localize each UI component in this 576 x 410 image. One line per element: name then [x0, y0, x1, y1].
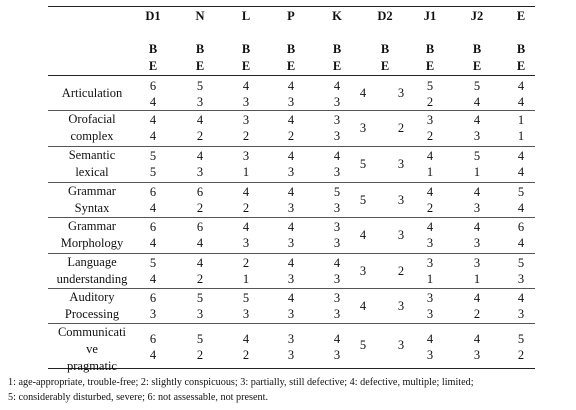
table-cell-d2: 4 [359, 86, 367, 100]
table-cell-e: 4 [149, 272, 157, 286]
row-label-line: Processing [64, 307, 120, 321]
table-cell-e: 3 [333, 201, 341, 215]
table-cell-d2: 2 [397, 121, 405, 135]
table-cell-e: 2 [426, 129, 434, 143]
subheader-b-d1: B [148, 42, 158, 56]
table-cell-b: 5 [517, 256, 525, 270]
table-cell-e: 3 [333, 95, 341, 109]
subheader-b-k: B [332, 42, 342, 56]
table-cell-e: 3 [426, 348, 434, 362]
column-header-l: L [241, 9, 251, 23]
table-cell-e: 4 [149, 236, 157, 250]
subheader-e-j1: E [425, 59, 435, 73]
table-cell-b: 3 [426, 113, 434, 127]
table-cell-e: 3 [517, 272, 525, 286]
table-cell-b: 5 [517, 185, 525, 199]
subheader-e-d1: E [148, 59, 158, 73]
table-cell-e: 4 [149, 129, 157, 143]
row-label-line: Semantic [68, 148, 116, 162]
table-cell-e: 3 [473, 236, 481, 250]
table-cell-e: 3 [287, 348, 295, 362]
table-cell-b: 5 [196, 332, 204, 346]
table-cell-e: 3 [287, 236, 295, 250]
table-cell-b: 4 [242, 185, 250, 199]
table-cell-b: 3 [426, 256, 434, 270]
subheader-b-j1: B [425, 42, 435, 56]
table-cell-b: 3 [242, 149, 250, 163]
table-cell-b: 4 [426, 220, 434, 234]
table-cell-b: 4 [333, 332, 341, 346]
table-cell-e: 4 [149, 348, 157, 362]
subheader-b-l: B [241, 42, 251, 56]
table-cell-e: 3 [517, 307, 525, 321]
row-label-line: Auditory [69, 290, 115, 304]
table-cell-e: 1 [517, 129, 525, 143]
footnote-line-2: 5: considerably disturbed, severe; 6: not assessable, not present. [8, 392, 269, 403]
table-cell-b: 4 [287, 79, 295, 93]
table-cell-b: 4 [473, 220, 481, 234]
table-cell-e: 3 [333, 236, 341, 250]
table-cell-e: 3 [426, 236, 434, 250]
table-cell-e: 2 [242, 201, 250, 215]
column-header-j1: J1 [423, 9, 437, 23]
table-cell-e: 2 [196, 348, 204, 362]
table-cell-b: 4 [517, 149, 525, 163]
table-cell-b: 1 [517, 113, 525, 127]
table-cell-b: 5 [333, 185, 341, 199]
row-label-line: complex [70, 129, 114, 143]
row-label-line: Grammar [68, 184, 116, 198]
table-cell-b: 4 [426, 185, 434, 199]
subheader-b-n: B [195, 42, 205, 56]
table-cell-e: 2 [242, 129, 250, 143]
table-cell-b: 4 [473, 332, 481, 346]
table-cell-b: 5 [473, 149, 481, 163]
table-cell-b: 4 [196, 113, 204, 127]
table-cell-e: 3 [473, 201, 481, 215]
table-cell-e: 2 [426, 201, 434, 215]
table-cell-e: 3 [333, 307, 341, 321]
table-cell-d2: 3 [397, 157, 405, 171]
column-header-d2: D2 [377, 9, 393, 23]
table-cell-e: 3 [473, 348, 481, 362]
table-cell-e: 4 [149, 95, 157, 109]
table-cell-b: 5 [149, 149, 157, 163]
table-cell-e: 3 [196, 307, 204, 321]
table-cell-e: 3 [287, 272, 295, 286]
table-cell-d2: 5 [359, 338, 367, 352]
subheader-e-p: E [286, 59, 296, 73]
subheader-e-k: E [332, 59, 342, 73]
table-cell-e: 3 [287, 95, 295, 109]
table-cell-b: 3 [287, 332, 295, 346]
column-header-p: P [287, 9, 295, 23]
table-cell-b: 4 [196, 256, 204, 270]
table-cell-b: 4 [287, 220, 295, 234]
row-label-line: pragmatic [67, 359, 117, 373]
table-cell-e: 4 [517, 95, 525, 109]
table-cell-e: 4 [196, 236, 204, 250]
table-cell-d2: 3 [397, 86, 405, 100]
table-cell-e: 4 [149, 201, 157, 215]
table-cell-b: 4 [242, 79, 250, 93]
table-header-rule [48, 75, 535, 76]
table-cell-e: 2 [196, 201, 204, 215]
table-cell-d2: 4 [359, 298, 367, 313]
table-cell-b: 6 [149, 79, 157, 93]
table-cell-e: 3 [242, 307, 250, 321]
table-cell-d2: 5 [359, 192, 367, 207]
table-cell-b: 4 [242, 220, 250, 234]
table-cell-b: 4 [517, 79, 525, 93]
table-cell-e: 1 [473, 272, 481, 286]
table-cell-b: 5 [242, 291, 250, 305]
subheader-e-d2: E [380, 59, 390, 73]
table-cell-e: 3 [287, 165, 295, 179]
subheader-b-p: B [286, 42, 296, 56]
table-cell-e: 3 [333, 348, 341, 362]
table-cell-e: 1 [426, 165, 434, 179]
table-cell-b: 4 [333, 256, 341, 270]
table-cell-e: 3 [242, 95, 250, 109]
row-label-line: understanding [56, 272, 128, 286]
table-cell-e: 3 [333, 165, 341, 179]
table-cell-e: 3 [242, 236, 250, 250]
table-cell-d2: 5 [359, 157, 367, 171]
table-cell-d2: 3 [397, 298, 405, 313]
column-header-e: E [516, 9, 526, 23]
column-header-d1: D1 [145, 9, 161, 23]
table-cell-e: 1 [473, 165, 481, 179]
table-cell-b: 4 [426, 149, 434, 163]
table-cell-e: 2 [426, 95, 434, 109]
table-cell-b: 6 [196, 220, 204, 234]
row-label-line: Syntax [74, 201, 110, 215]
table-cell-b: 3 [242, 113, 250, 127]
table-cell-b: 4 [196, 149, 204, 163]
row-label-line: Language [67, 255, 117, 269]
table-cell-b: 2 [242, 256, 250, 270]
table-cell-e: 4 [517, 165, 525, 179]
table-cell-b: 5 [517, 332, 525, 346]
table-cell-d2: 3 [359, 263, 367, 278]
table-cell-e: 4 [517, 201, 525, 215]
subheader-b-e: B [516, 42, 526, 56]
table-cell-b: 5 [196, 79, 204, 93]
footnote-line-1: 1: age-appropriate, trouble-free; 2: slightly conspicuous; 3: partially, still defective; 4: defective, multiple; limited; [8, 377, 474, 388]
table-cell-b: 4 [242, 332, 250, 346]
column-header-k: K [332, 9, 342, 23]
table-cell-b: 4 [287, 185, 295, 199]
table-cell-e: 3 [196, 95, 204, 109]
table-cell-e: 1 [426, 272, 434, 286]
table-cell-e: 3 [287, 307, 295, 321]
table-cell-e: 1 [242, 272, 250, 286]
table-cell-e: 2 [242, 348, 250, 362]
table-cell-d2: 3 [397, 338, 405, 352]
table-cell-e: 2 [473, 307, 481, 321]
table-cell-b: 3 [333, 113, 341, 127]
table-cell-b: 5 [196, 291, 204, 305]
table-cell-b: 4 [333, 79, 341, 93]
table-cell-b: 6 [149, 332, 157, 346]
table-cell-b: 4 [473, 291, 481, 305]
table-cell-b: 6 [149, 220, 157, 234]
table-cell-b: 6 [196, 185, 204, 199]
row-label-line: lexical [75, 165, 109, 179]
table-cell-e: 3 [333, 272, 341, 286]
table-cell-e: 2 [196, 272, 204, 286]
table-cell-b: 6 [149, 291, 157, 305]
table-cell-e: 4 [473, 95, 481, 109]
column-header-n: N [195, 9, 205, 23]
table-cell-b: 4 [287, 256, 295, 270]
table-cell-b: 4 [473, 185, 481, 199]
table-cell-b: 4 [517, 291, 525, 305]
subheader-e-j2: E [472, 59, 482, 73]
table-cell-b: 6 [517, 220, 525, 234]
table-cell-b: 5 [473, 79, 481, 93]
row-label-line: ve [86, 342, 98, 356]
table-cell-d2: 3 [397, 228, 405, 242]
table-cell-b: 5 [426, 79, 434, 93]
table-cell-e: 3 [426, 307, 434, 321]
table-cell-e: 3 [287, 201, 295, 215]
table-cell-b: 4 [473, 113, 481, 127]
row-label-line: Grammar [68, 219, 116, 233]
table-cell-b: 4 [287, 113, 295, 127]
table-top-rule [48, 6, 535, 7]
row-label-line: Communicati [57, 325, 127, 339]
table-cell-e: 5 [149, 165, 157, 179]
table-cell-b: 4 [149, 113, 157, 127]
row-label-line: Articulation [61, 85, 123, 100]
subheader-e-l: E [241, 59, 251, 73]
table-cell-e: 3 [196, 165, 204, 179]
row-label-line: Morphology [60, 236, 124, 250]
table-cell-e: 1 [242, 165, 250, 179]
subheader-e-e: E [516, 59, 526, 73]
table-cell-b: 5 [149, 256, 157, 270]
table-cell-e: 2 [517, 348, 525, 362]
table-cell-b: 3 [333, 220, 341, 234]
table-cell-b: 6 [149, 185, 157, 199]
table-cell-b: 4 [333, 149, 341, 163]
subheader-e-n: E [195, 59, 205, 73]
table-cell-e: 2 [287, 129, 295, 143]
table-cell-e: 3 [473, 129, 481, 143]
table-cell-b: 4 [287, 291, 295, 305]
table-cell-d2: 3 [397, 192, 405, 207]
row-label-line: Orofacial [68, 112, 116, 126]
subheader-b-j2: B [472, 42, 482, 56]
table-cell-e: 2 [196, 129, 204, 143]
table-cell-b: 3 [333, 291, 341, 305]
table-cell-b: 3 [426, 291, 434, 305]
table-cell-b: 4 [426, 332, 434, 346]
table-cell-d2: 2 [397, 263, 405, 278]
table-cell-d2: 3 [359, 121, 367, 135]
column-header-j2: J2 [470, 9, 484, 23]
table-cell-b: 3 [473, 256, 481, 270]
table-cell-e: 3 [333, 129, 341, 143]
subheader-b-d2: B [380, 42, 390, 56]
table-cell-b: 4 [287, 149, 295, 163]
table-cell-e: 3 [149, 307, 157, 321]
table-cell-e: 4 [517, 236, 525, 250]
table-cell-d2: 4 [359, 228, 367, 242]
